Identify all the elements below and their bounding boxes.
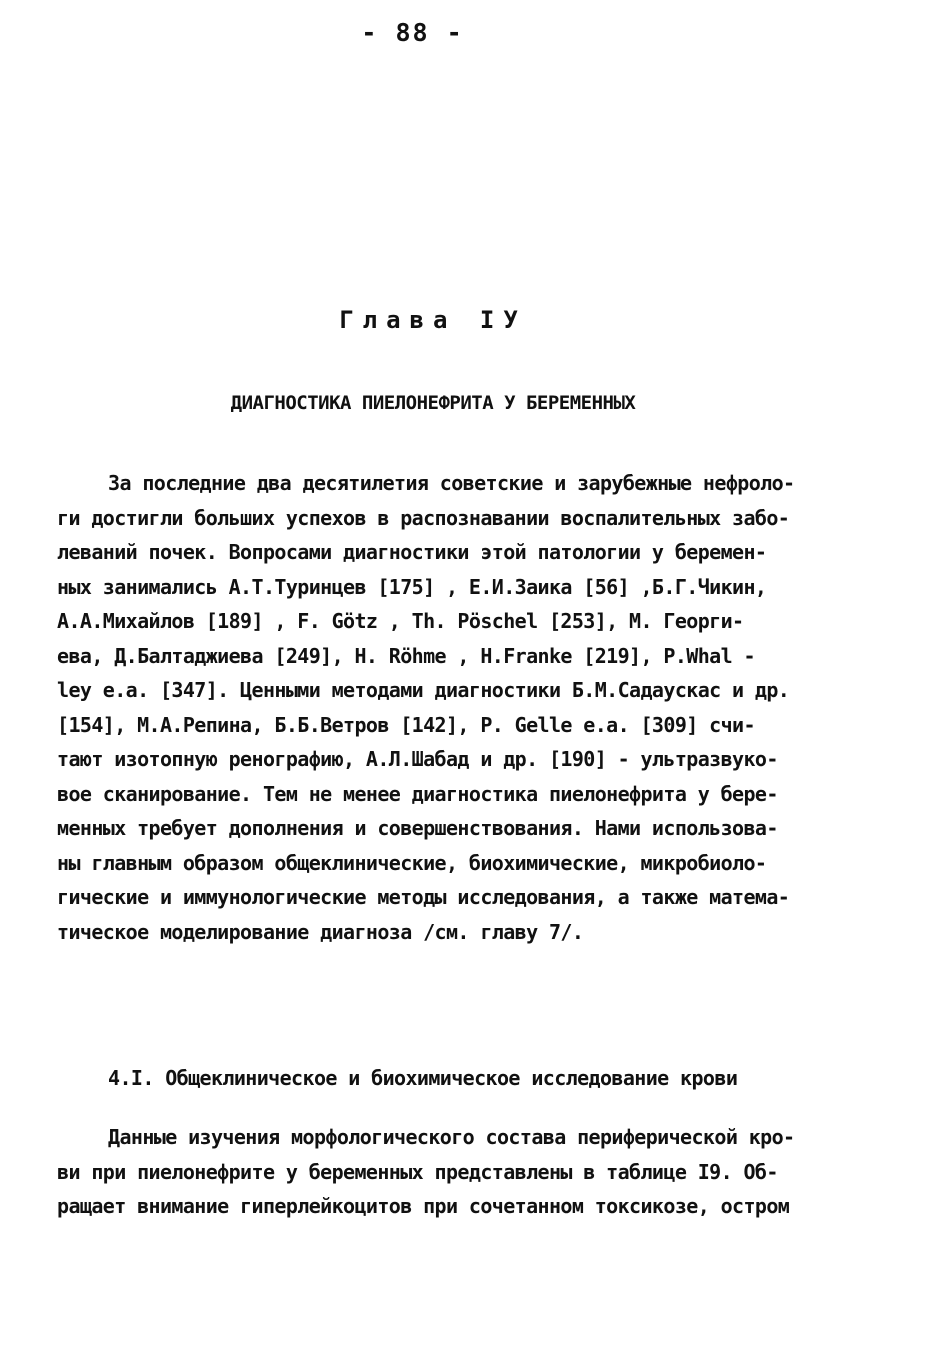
text-line: А.А.Михайлов [189] , F. Götz , Th. Pöschel [253], М. Георги- (57, 609, 744, 633)
text-line: тают изотопную ренографию, А.Л.Шабад и др. [190] - ультразвуко- (57, 747, 778, 771)
text-line: ных занимались А.Т.Туринцев [175] , Е.И.Заика [56] ,Б.Г.Чикин, (57, 574, 767, 599)
text-line: Данные изучения морфологического состава периферической кро- (108, 1125, 795, 1149)
page-number: - 88 - (361, 18, 464, 47)
text-line: менных требует дополнения и совершенствования. Нами использова- (57, 816, 778, 840)
section-heading: 4.I. Общеклиническое и биохимическое исследование крови (108, 1066, 738, 1090)
text-line: ращает внимание гиперлейкоцитов при сочетанном токсикозе, остром (57, 1194, 790, 1218)
text-line: ви при пиелонефрите у беременных представлены в таблице I9. Об- (57, 1159, 778, 1184)
text-line: тическое моделирование диагноза /см. главу 7/. (57, 919, 584, 944)
text-line: За последние два десятилетия советские и зарубежные нефроло- (108, 471, 795, 495)
chapter-subtitle: ДИАГНОСТИКА ПИЕЛОНЕФРИТА У БЕРЕМЕННЫХ (230, 392, 636, 414)
paragraph-blood-study (57, 1120, 883, 1224)
text-line: [154], М.А.Репина, Б.Б.Ветров [142], P. Gelle e.a. [309] счи- (57, 712, 755, 737)
paragraph-intro (57, 466, 883, 949)
chapter-title: Глава IУ (339, 306, 527, 334)
text-line: ева, Д.Балтаджиева [249], H. Röhme , H.Franke [219], P.Whal - (57, 643, 755, 668)
text-line: ны главным образом общеклинические, биохимические, микробиоло- (57, 850, 767, 875)
text-line: вое сканирование. Тем не менее диагностика пиелонефрита у бере- (57, 781, 778, 806)
text-line: ги достигли больших успехов в распознавании воспалительных забо- (57, 505, 790, 530)
text-line: ley e.a. [347]. Ценными методами диагностики Б.М.Садаускас и др. (57, 678, 790, 702)
text-line: гические и иммунологические методы исследования, а также матема- (57, 885, 790, 909)
text-line: леваний почек. Вопросами диагностики этой патологии у беремен- (57, 540, 767, 564)
